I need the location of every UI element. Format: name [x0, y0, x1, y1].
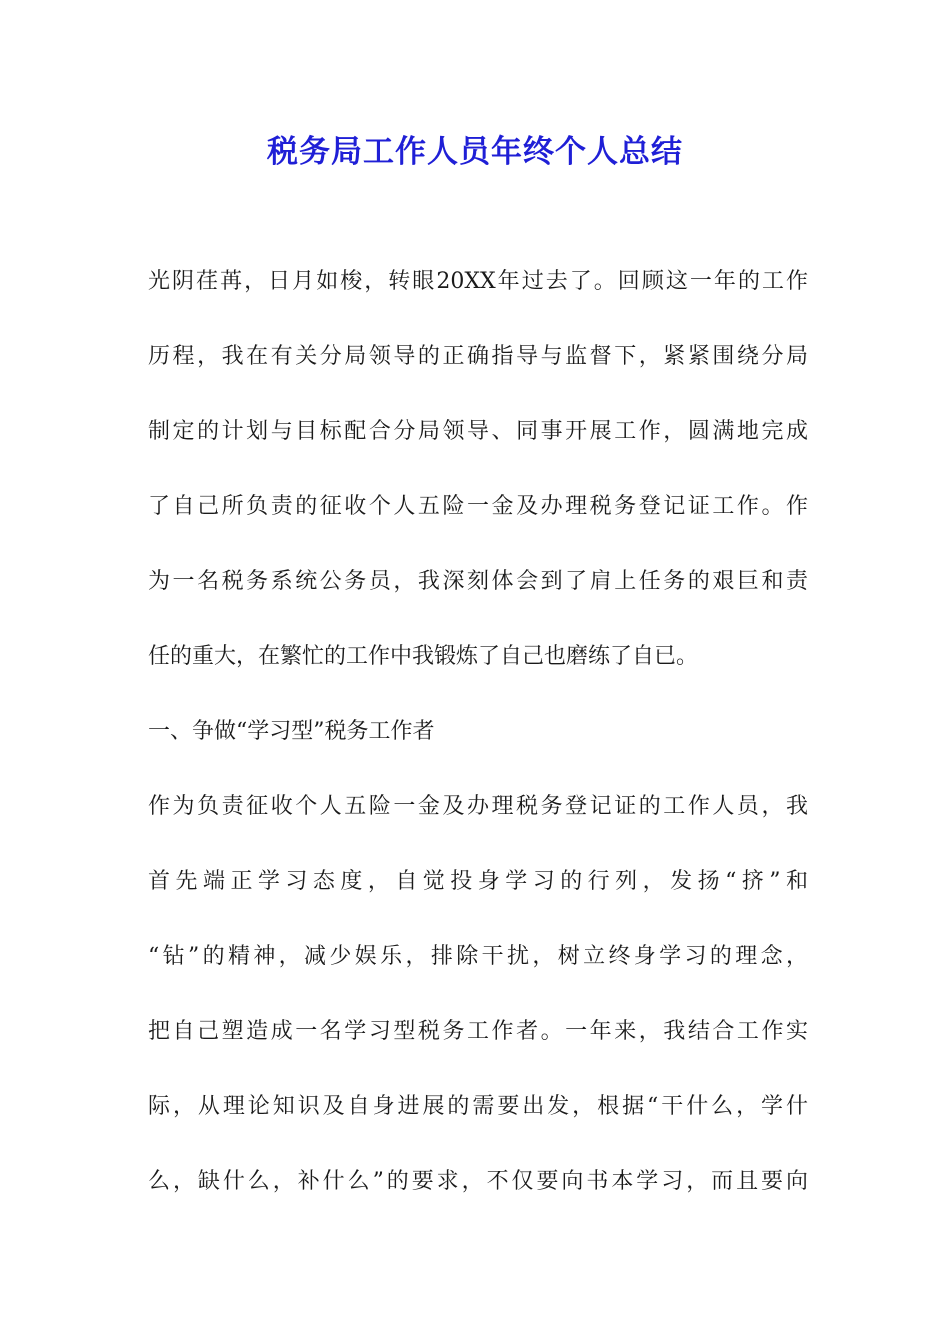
body-line-3: 制定的计划与目标配合分局领导、同事开展工作，圆满地完成 — [148, 419, 808, 444]
body-line-1: 光阴荏苒，日月如梭，转眼20XX年过去了。回顾这一年的工作 — [148, 269, 808, 294]
body-line-2: 历程，我在有关分局领导的正确指导与监督下，紧紧围绕分局 — [148, 344, 808, 369]
body-line-5: 为一名税务系统公务员，我深刻体会到了肩上任务的艰巨和责 — [148, 569, 808, 594]
body-line-9: 首先端正学习态度，自觉投身学习的行列，发扬“挤”和 — [148, 869, 808, 894]
document-title: 税务局工作人员年终个人总结 — [267, 134, 683, 170]
body-line-11: 把自己塑造成一名学习型税务工作者。一年来，我结合工作实 — [148, 1019, 808, 1044]
section-heading: 一、争做“学习型”税务工作者 — [148, 719, 435, 744]
body-line-13: 么，缺什么，补什么”的要求，不仅要向书本学习，而且要向 — [148, 1169, 808, 1194]
body-line-10: “钻”的精神，减少娱乐，排除干扰，树立终身学习的理念， — [148, 944, 808, 969]
body-line-6: 任的重大，在繁忙的工作中我锻炼了自己也磨练了自已。 — [148, 644, 699, 669]
body-line-8: 作为负责征收个人五险一金及办理税务登记证的工作人员，我 — [148, 794, 808, 819]
body-line-4: 了自己所负责的征收个人五险一金及办理税务登记证工作。作 — [148, 494, 808, 519]
body-line-12: 际，从理论知识及自身进展的需要出发，根据“干什么，学什 — [148, 1094, 808, 1119]
